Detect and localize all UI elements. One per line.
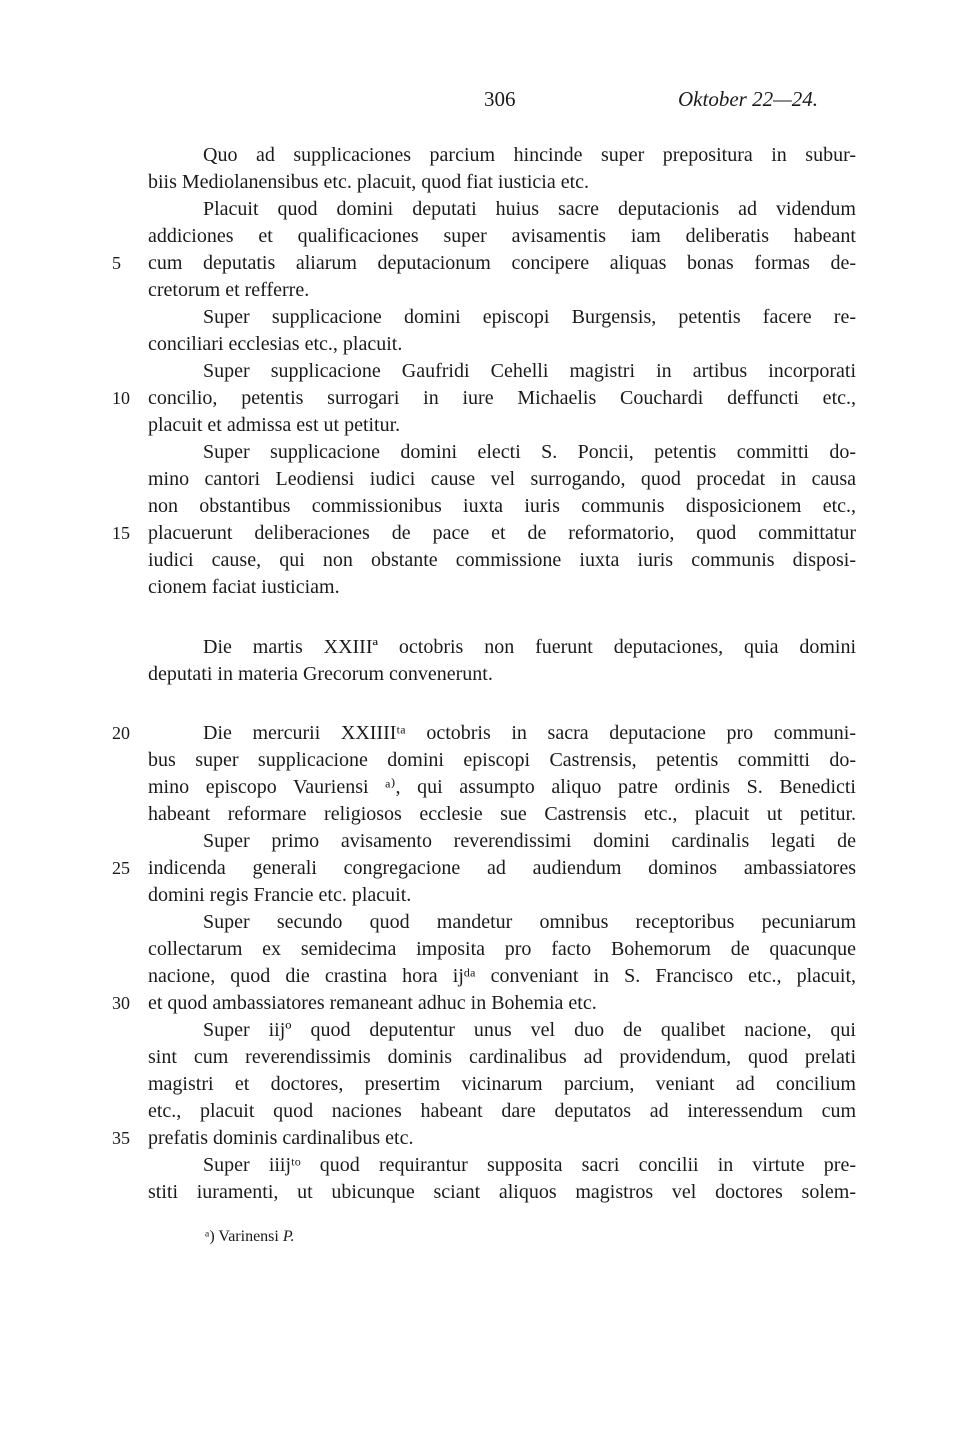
text-line: habeant reformare religiosos ecclesie sue Castrensis etc., placuit ut petitur. <box>148 803 856 825</box>
text-line: mino cantori Leodiensi iudici cause vel surrogando, quod procedat in causa <box>148 468 856 490</box>
text-line: sint cum reverendissimis dominis cardinalibus ad providendum, quod prelati <box>148 1046 856 1068</box>
text-line: cretorum et refferre. <box>148 279 310 301</box>
text-line: et quod ambassiatores remaneant adhuc in Bohemia etc. <box>148 992 597 1014</box>
text-line: mino episcopo Vauriensi ᵃ⁾, qui assumpto aliquo patre ordinis S. Benedicti <box>148 776 856 798</box>
text-line: prefatis dominis cardinalibus etc. <box>148 1127 414 1149</box>
line-number: 35 <box>112 1128 130 1148</box>
text-line: conciliari ecclesias etc., placuit. <box>148 333 403 355</box>
text-line: Quo ad supplicaciones parcium hincinde super prepositura in subur- <box>203 144 856 166</box>
text-line: stiti iuramenti, ut ubicunque sciant aliquos magistros vel doctores solem- <box>148 1181 856 1203</box>
text-line: Die martis XXIIIª octobris non fuerunt deputaciones, quia domini <box>203 636 856 658</box>
text-line: Super supplicacione Gaufridi Cehelli magistri in artibus incorporati <box>203 360 856 382</box>
text-line: cum deputatis aliarum deputacionum concipere aliquas bonas formas de- <box>148 252 856 274</box>
text-line: placuit et admissa est ut petitur. <box>148 414 401 436</box>
line-number: 5 <box>112 253 121 273</box>
text-line: Die mercurii XXIIIIᵗᵃ octobris in sacra deputacione pro communi- <box>203 722 856 744</box>
line-number: 10 <box>112 388 130 408</box>
line-number: 25 <box>112 858 130 878</box>
footnote-siglum: P. <box>282 1228 295 1245</box>
text-line: domini regis Francie etc. placuit. <box>148 884 412 906</box>
line-number: 20 <box>112 723 130 743</box>
text-line: Super primo avisamento reverendissimi domini cardinalis legati de <box>203 830 856 852</box>
footnote <box>205 1226 295 1248</box>
line-number: 15 <box>112 523 130 543</box>
text-line: etc., placuit quod naciones habeant dare deputatos ad interessendum cum <box>148 1100 856 1122</box>
text-line: concilio, petentis surrogari in iure Michaelis Couchardi deffuncti etc., <box>148 387 856 409</box>
text-line: Super supplicacione domini electi S. Poncii, petentis committi do- <box>203 441 856 463</box>
text-line: cionem faciat iusticiam. <box>148 576 340 598</box>
text-line: iudici cause, qui non obstante commissione iuxta iuris communis disposi- <box>148 549 856 571</box>
page-number: 306 <box>484 87 516 111</box>
text-line: Super supplicacione domini episcopi Burgensis, petentis facere re- <box>203 306 856 328</box>
text-line: collectarum ex semidecima imposita pro facto Bohemorum de quacunque <box>148 938 856 960</box>
text-line: nacione, quod die crastina hora ijᵈᵃ conveniant in S. Francisco etc., placuit, <box>148 965 856 987</box>
text-line: deputati in materia Grecorum convenerunt. <box>148 663 493 685</box>
text-line: indicenda generali congregacione ad audiendum dominos ambassiatores <box>148 857 856 879</box>
text-line: non obstantibus commissionibus iuxta iuris communis disposicionem etc., <box>148 495 856 517</box>
text-line: biis Mediolanensibus etc. placuit, quod fiat iusticia etc. <box>148 171 590 193</box>
text-line: Super iijº quod deputentur unus vel duo de qualibet nacione, qui <box>203 1019 856 1041</box>
line-number: 30 <box>112 993 130 1013</box>
running-head: Oktober 22—24. <box>678 87 818 111</box>
text-line: Placuit quod domini deputati huius sacre deputacionis ad videndum <box>203 198 856 220</box>
text-line: bus super supplicacione domini episcopi Castrensis, petentis committi do- <box>148 749 856 771</box>
footnote-text: ᵃ) Varinensi <box>205 1228 279 1245</box>
text-line: placuerunt deliberaciones de pace et de reformatorio, quod committatur <box>148 522 856 544</box>
text-line: Super secundo quod mandetur omnibus receptoribus pecuniarum <box>203 911 856 933</box>
text-line: Super iiijᵗᵒ quod requirantur supposita sacri concilii in virtute pre- <box>203 1154 856 1176</box>
text-line: addiciones et qualificaciones super avisamentis iam deliberatis habeant <box>148 225 856 247</box>
text-line: magistri et doctores, presertim vicinarum parcium, veniant ad concilium <box>148 1073 856 1095</box>
